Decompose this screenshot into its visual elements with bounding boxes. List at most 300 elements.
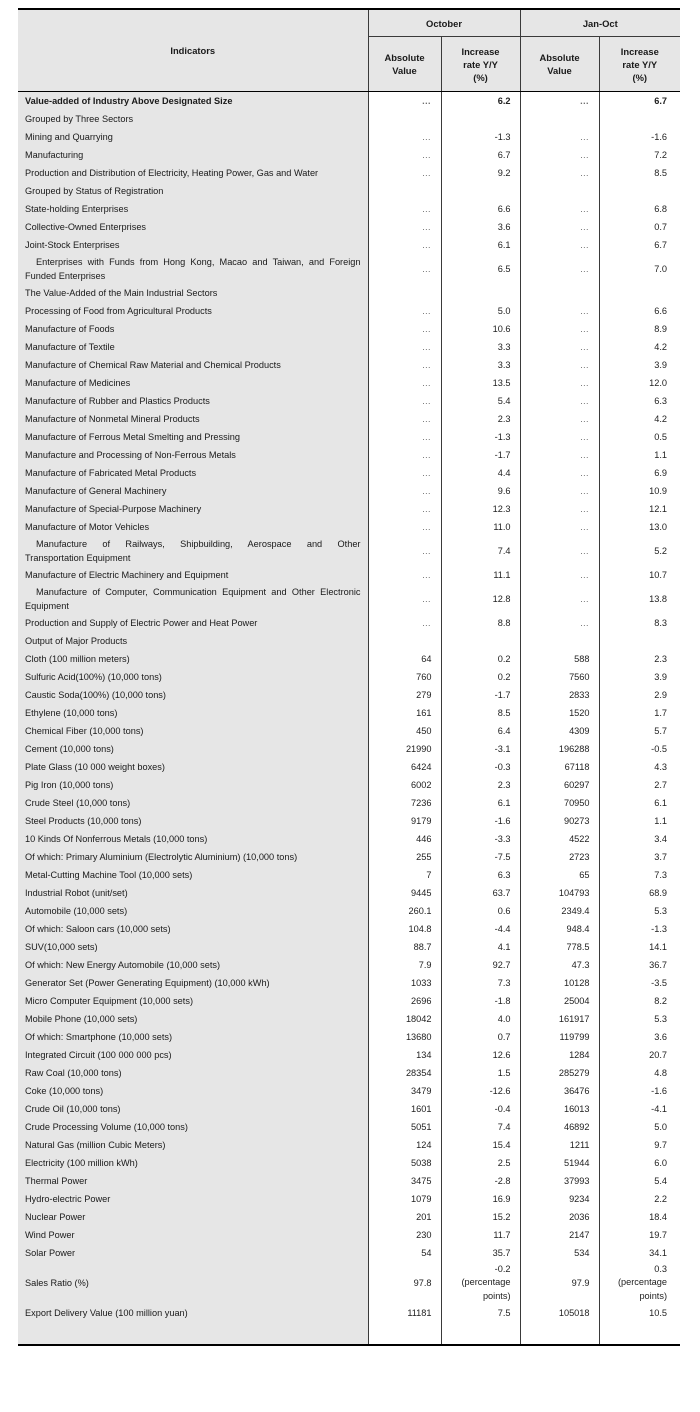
cell-janoct-increase-rate: 14.1	[599, 938, 680, 956]
cell-janoct-increase-rate: 10.9	[599, 482, 680, 500]
cell-janoct-increase-rate: 8.2	[599, 992, 680, 1010]
cell-october-increase-rate: 15.4	[441, 1136, 520, 1154]
cell-janoct-increase-rate: 6.7	[599, 236, 680, 254]
table-row	[18, 848, 680, 866]
table-row	[18, 92, 680, 111]
cell-janoct-absolute-value: 4309	[520, 722, 599, 740]
cell-october-absolute-value: 260.1	[368, 902, 441, 920]
cell-october-absolute-value: …	[368, 146, 441, 164]
header-line-rate-yy: rate Y/Y	[622, 58, 658, 70]
cell-october-absolute-value: 446	[368, 830, 441, 848]
table-row	[18, 992, 680, 1010]
cell-janoct-absolute-value: 534	[520, 1244, 599, 1262]
cell-october-increase-rate: 5.4	[441, 392, 520, 410]
cell-janoct-increase-rate: -1.3	[599, 920, 680, 938]
table-row	[18, 338, 680, 356]
indicator-label-line-2: Equipment	[25, 601, 69, 611]
cell-october-increase-rate: 6.6	[441, 200, 520, 218]
cell-janoct-increase-rate: 6.0	[599, 1154, 680, 1172]
row-indicator-label	[18, 584, 368, 614]
cell-october-increase-rate: -3.3	[441, 830, 520, 848]
row-indicator-label: Sales Ratio (%)	[18, 1262, 368, 1304]
table-row	[18, 794, 680, 812]
cell-janoct-absolute-value: 67118	[520, 758, 599, 776]
cell-janoct-increase-rate: -3.5	[599, 974, 680, 992]
row-indicator-label: Automobile (10,000 sets)	[18, 902, 368, 920]
cell-janoct-absolute-value: …	[520, 128, 599, 146]
cell-janoct-increase-rate: 6.6	[599, 302, 680, 320]
row-indicator-label: Integrated Circuit (100 000 000 pcs)	[18, 1046, 368, 1064]
cell-janoct-absolute-value: 196288	[520, 740, 599, 758]
table-row	[18, 1118, 680, 1136]
row-indicator-label: Micro Computer Equipment (10,000 sets)	[18, 992, 368, 1010]
table-row	[18, 1226, 680, 1244]
cell-october-increase-rate	[441, 110, 520, 128]
cell-janoct-absolute-value: 778.5	[520, 938, 599, 956]
cell-october-increase-rate: 9.6	[441, 482, 520, 500]
cell-october-absolute-value: 7	[368, 866, 441, 884]
cell-october-increase-rate: 1.5	[441, 1064, 520, 1082]
cell-october-increase-rate: 10.6	[441, 320, 520, 338]
row-indicator-label	[18, 536, 368, 566]
cell-janoct-increase-rate: 5.4	[599, 1172, 680, 1190]
table-row	[18, 200, 680, 218]
table-row	[18, 668, 680, 686]
cell-october-absolute-value: 104.8	[368, 920, 441, 938]
row-indicator-label	[18, 254, 368, 284]
table-row	[18, 146, 680, 164]
cell-janoct-increase-rate: 3.7	[599, 848, 680, 866]
row-indicator-label: Cloth (100 million meters)	[18, 650, 368, 668]
table-row	[18, 320, 680, 338]
cell-october-increase-rate: 6.3	[441, 866, 520, 884]
cell-october-absolute-value: 760	[368, 668, 441, 686]
cell-october-absolute-value: 54	[368, 1244, 441, 1262]
cell-october-absolute-value: …	[368, 584, 441, 614]
cell-janoct-absolute-value: 119799	[520, 1028, 599, 1046]
cell-october-absolute-value: …	[368, 302, 441, 320]
cell-janoct-absolute-value: 7560	[520, 668, 599, 686]
indicator-label-line-2: Funded Enterprises	[25, 271, 106, 281]
cell-october-increase-rate: 16.9	[441, 1190, 520, 1208]
cell-janoct-absolute-value: 2147	[520, 1226, 599, 1244]
row-indicator-label: Manufacturing	[18, 146, 368, 164]
header-line-percent: (%)	[632, 71, 648, 83]
row-indicator-label: Value-added of Industry Above Designated Size	[18, 92, 368, 111]
row-indicator-label: Manufacture of Fabricated Metal Products	[18, 464, 368, 482]
row-indicator-label: Manufacture of Chemical Raw Material and Chemical Products	[18, 356, 368, 374]
cell-janoct-increase-rate: -1.6	[599, 128, 680, 146]
cell-janoct-increase-rate: 6.7	[599, 92, 680, 111]
row-indicator-label: Electricity (100 million kWh)	[18, 1154, 368, 1172]
table-row	[18, 686, 680, 704]
cell-janoct-increase-rate: 6.9	[599, 464, 680, 482]
cell-janoct-increase-rate	[599, 110, 680, 128]
table-row	[18, 1154, 680, 1172]
table-row	[18, 956, 680, 974]
cell-janoct-absolute-value: …	[520, 482, 599, 500]
table-row	[18, 1190, 680, 1208]
cell-janoct-increase-rate: 1.7	[599, 704, 680, 722]
cell-october-absolute-value: …	[368, 320, 441, 338]
cell-october-increase-rate: -1.3	[441, 428, 520, 446]
cell-janoct-absolute-value: …	[520, 374, 599, 392]
cell-october-absolute-value: …	[368, 428, 441, 446]
table-row	[18, 410, 680, 428]
row-indicator-label: The Value-Added of the Main Industrial Sectors	[18, 284, 368, 302]
row-indicator-label: Mining and Quarrying	[18, 128, 368, 146]
row-indicator-label: Processing of Food from Agricultural Products	[18, 302, 368, 320]
cell-janoct-increase-rate: 18.4	[599, 1208, 680, 1226]
cell-janoct-increase-rate: 20.7	[599, 1046, 680, 1064]
indicator-label-line-1: Enterprises with Funds from Hong Kong, Macao and Taiwan, and Foreign	[36, 257, 361, 267]
table-row	[18, 884, 680, 902]
table-row	[18, 830, 680, 848]
table-row	[18, 1208, 680, 1226]
cell-janoct-increase-rate: 5.3	[599, 902, 680, 920]
table-row	[18, 758, 680, 776]
table-row	[18, 392, 680, 410]
cell-october-increase-rate: 4.4	[441, 464, 520, 482]
cell-october-increase-rate: 8.5	[441, 704, 520, 722]
cell-janoct-absolute-value: …	[520, 500, 599, 518]
row-indicator-label: Caustic Soda(100%) (10,000 tons)	[18, 686, 368, 704]
cell-october-increase-rate: -4.4	[441, 920, 520, 938]
row-indicator-label: Solar Power	[18, 1244, 368, 1262]
cell-janoct-increase-rate: 3.9	[599, 668, 680, 686]
cell-janoct-absolute-value	[520, 284, 599, 302]
cell-janoct-increase-rate: 68.9	[599, 884, 680, 902]
column-header-indicators: Indicators	[18, 9, 368, 92]
cell-october-absolute-value: 9179	[368, 812, 441, 830]
cell-october-increase-rate	[441, 182, 520, 200]
table-row	[18, 1262, 680, 1304]
table-row	[18, 536, 680, 566]
row-indicator-label: Manufacture of Nonmetal Mineral Products	[18, 410, 368, 428]
cell-janoct-absolute-value: 1284	[520, 1046, 599, 1064]
row-indicator-label: Collective-Owned Enterprises	[18, 218, 368, 236]
table-row	[18, 902, 680, 920]
cell-october-absolute-value: 9445	[368, 884, 441, 902]
cell-janoct-increase-rate: 3.6	[599, 1028, 680, 1046]
row-indicator-label: Grouped by Status of Registration	[18, 182, 368, 200]
cell-october-absolute-value: …	[368, 446, 441, 464]
cell-october-increase-rate: -0.4	[441, 1100, 520, 1118]
cell-janoct-absolute-value: 46892	[520, 1118, 599, 1136]
cell-october-absolute-value: 230	[368, 1226, 441, 1244]
cell-janoct-increase-rate: 2.3	[599, 650, 680, 668]
cell-october-absolute-value: …	[368, 374, 441, 392]
cell-janoct-increase-rate: 12.0	[599, 374, 680, 392]
table-row	[18, 974, 680, 992]
cell-janoct-increase-rate: 3.4	[599, 830, 680, 848]
indicator-label-line-1: Manufacture of Railways, Shipbuilding, Aerospace and Other	[36, 539, 361, 549]
row-indicator-label: Of which: New Energy Automobile (10,000 sets)	[18, 956, 368, 974]
cell-october-absolute-value: 3479	[368, 1082, 441, 1100]
table-row	[18, 1010, 680, 1028]
cell-janoct-increase-rate: -1.6	[599, 1082, 680, 1100]
table-row	[18, 776, 680, 794]
row-indicator-label: Manufacture of Textile	[18, 338, 368, 356]
cell-october-increase-rate: 3.3	[441, 338, 520, 356]
row-indicator-label: Manufacture of Medicines	[18, 374, 368, 392]
cell-october-absolute-value: 5051	[368, 1118, 441, 1136]
row-indicator-label: State-holding Enterprises	[18, 200, 368, 218]
row-indicator-label: Of which: Smartphone (10,000 sets)	[18, 1028, 368, 1046]
cell-october-increase-rate: 5.0	[441, 302, 520, 320]
header-row-groups	[18, 9, 680, 37]
statistics-table-container	[18, 8, 680, 1346]
cell-october-absolute-value: …	[368, 200, 441, 218]
cell-janoct-absolute-value: 9234	[520, 1190, 599, 1208]
cell-janoct-absolute-value: 588	[520, 650, 599, 668]
table-row	[18, 1244, 680, 1262]
header-line-rate-yy: rate Y/Y	[463, 58, 498, 70]
cell-janoct-increase-rate: 9.7	[599, 1136, 680, 1154]
table-row	[18, 1100, 680, 1118]
table-row	[18, 428, 680, 446]
cell-janoct-absolute-value: 70950	[520, 794, 599, 812]
cell-janoct-increase-rate: 2.7	[599, 776, 680, 794]
cell-october-absolute-value: …	[368, 128, 441, 146]
cell-janoct-absolute-value: …	[520, 254, 599, 284]
row-indicator-label: Pig Iron (10,000 tons)	[18, 776, 368, 794]
row-indicator-label: Manufacture of Motor Vehicles	[18, 518, 368, 536]
cell-october-increase-rate: 9.2	[441, 164, 520, 182]
table-row	[18, 1172, 680, 1190]
column-header-janoct-absolute-value	[520, 37, 599, 92]
cell-janoct-increase-rate: 4.2	[599, 338, 680, 356]
cell-janoct-absolute-value: …	[520, 392, 599, 410]
cell-october-absolute-value: 201	[368, 1208, 441, 1226]
cell-janoct-increase-rate: 4.2	[599, 410, 680, 428]
cell-janoct-absolute-value: 285279	[520, 1064, 599, 1082]
cell-janoct-absolute-value: …	[520, 338, 599, 356]
cell-janoct-absolute-value: …	[520, 218, 599, 236]
cell-janoct-absolute-value: 948.4	[520, 920, 599, 938]
cell-janoct-increase-rate: 8.9	[599, 320, 680, 338]
cell-janoct-absolute-value: …	[520, 320, 599, 338]
cell-october-absolute-value: 5038	[368, 1154, 441, 1172]
table-row	[18, 164, 680, 182]
cell-october-increase-rate: -3.1	[441, 740, 520, 758]
cell-october-increase-rate-line-3: points)	[482, 1290, 511, 1301]
cell-october-increase-rate: 12.3	[441, 500, 520, 518]
table-row	[18, 518, 680, 536]
table-row	[18, 1304, 680, 1322]
table-row	[18, 650, 680, 668]
cell-october-absolute-value: 279	[368, 686, 441, 704]
cell-janoct-increase-rate	[599, 632, 680, 650]
cell-october-absolute-value: …	[368, 236, 441, 254]
cell-janoct-absolute-value: …	[520, 584, 599, 614]
table-row	[18, 254, 680, 284]
cell-october-increase-rate: 7.4	[441, 1118, 520, 1136]
indicator-label-line-2: Transportation Equipment	[25, 553, 131, 563]
row-indicator-label: Mobile Phone (10,000 sets)	[18, 1010, 368, 1028]
cell-janoct-increase-rate: 5.0	[599, 1118, 680, 1136]
row-indicator-label: Manufacture of Electric Machinery and Equipment	[18, 566, 368, 584]
cell-october-absolute-value: 1601	[368, 1100, 441, 1118]
cell-october-absolute-value: 97.8	[368, 1262, 441, 1304]
cell-janoct-absolute-value: 65	[520, 866, 599, 884]
cell-october-increase-rate: -12.6	[441, 1082, 520, 1100]
row-indicator-label: Thermal Power	[18, 1172, 368, 1190]
cell-october-increase-rate: 8.8	[441, 614, 520, 632]
cell-janoct-increase-rate: 5.7	[599, 722, 680, 740]
cell-october-absolute-value: 88.7	[368, 938, 441, 956]
cell-janoct-increase-rate	[599, 182, 680, 200]
table-row	[18, 500, 680, 518]
cell-janoct-absolute-value: 1520	[520, 704, 599, 722]
row-indicator-label: Production and Supply of Electric Power and Heat Power	[18, 614, 368, 632]
cell-october-increase-rate	[441, 284, 520, 302]
header-line-increase: Increase	[461, 45, 500, 57]
row-indicator-label: Crude Steel (10,000 tons)	[18, 794, 368, 812]
table-row	[18, 1046, 680, 1064]
table-row	[18, 866, 680, 884]
cell-october-increase-rate: 4.0	[441, 1010, 520, 1028]
column-group-jan-oct: Jan-Oct	[520, 9, 680, 37]
cell-janoct-absolute-value: …	[520, 428, 599, 446]
row-indicator-label: Hydro-electric Power	[18, 1190, 368, 1208]
cell-october-increase-rate: 2.3	[441, 776, 520, 794]
table-row	[18, 1082, 680, 1100]
cell-october-absolute-value: …	[368, 356, 441, 374]
cell-janoct-absolute-value: 36476	[520, 1082, 599, 1100]
row-indicator-label: Raw Coal (10,000 tons)	[18, 1064, 368, 1082]
cell-october-increase-rate: 13.5	[441, 374, 520, 392]
cell-october-increase-rate: 2.3	[441, 410, 520, 428]
row-indicator-label: Manufacture of Ferrous Metal Smelting and Pressing	[18, 428, 368, 446]
row-indicator-label: Generator Set (Power Generating Equipment) (10,000 kWh)	[18, 974, 368, 992]
cell-janoct-absolute-value: 2349.4	[520, 902, 599, 920]
cell-janoct-absolute-value: …	[520, 614, 599, 632]
cell-janoct-absolute-value: 4522	[520, 830, 599, 848]
cell-october-increase-rate: 7.3	[441, 974, 520, 992]
cell-october-increase-rate: 2.5	[441, 1154, 520, 1172]
cell-october-increase-rate: 6.4	[441, 722, 520, 740]
cell-october-absolute-value: 7236	[368, 794, 441, 812]
row-indicator-label: Manufacture of Rubber and Plastics Products	[18, 392, 368, 410]
row-indicator-label: 10 Kinds Of Nonferrous Metals (10,000 tons)	[18, 830, 368, 848]
cell-october-increase-rate: 7.5	[441, 1304, 520, 1322]
cell-october-increase-rate: 0.2	[441, 668, 520, 686]
cell-janoct-increase-rate: 10.7	[599, 566, 680, 584]
cell-october-increase-rate: -0.3	[441, 758, 520, 776]
cell-janoct-increase-rate	[599, 1262, 680, 1304]
cell-janoct-absolute-value: …	[520, 446, 599, 464]
table-row	[18, 584, 680, 614]
cell-janoct-absolute-value: 161917	[520, 1010, 599, 1028]
table-row	[18, 482, 680, 500]
industrial-production-table	[18, 8, 680, 1346]
cell-janoct-absolute-value: 105018	[520, 1304, 599, 1322]
cell-janoct-absolute-value: 10128	[520, 974, 599, 992]
table-row	[18, 740, 680, 758]
cell-october-increase-rate: -1.8	[441, 992, 520, 1010]
cell-janoct-increase-rate: 12.1	[599, 500, 680, 518]
cell-october-increase-rate: 0.2	[441, 650, 520, 668]
cell-october-absolute-value: 3475	[368, 1172, 441, 1190]
cell-janoct-increase-rate: 1.1	[599, 446, 680, 464]
row-indicator-label: Steel Products (10,000 tons)	[18, 812, 368, 830]
header-line-value: Value	[547, 65, 572, 76]
row-indicator-label: Metal-Cutting Machine Tool (10,000 sets)	[18, 866, 368, 884]
row-indicator-label: Manufacture of Foods	[18, 320, 368, 338]
cell-janoct-increase-rate: 4.3	[599, 758, 680, 776]
row-indicator-label: Ethylene (10,000 tons)	[18, 704, 368, 722]
cell-october-increase-rate: 12.8	[441, 584, 520, 614]
footer-spacer-cell	[441, 1322, 520, 1345]
cell-october-increase-rate-line-2: (percentage	[461, 1277, 511, 1288]
row-indicator-label: Production and Distribution of Electricity, Heating Power, Gas and Water	[18, 164, 368, 182]
row-indicator-label: Cement (10,000 tons)	[18, 740, 368, 758]
cell-october-absolute-value: …	[368, 392, 441, 410]
cell-janoct-absolute-value: 60297	[520, 776, 599, 794]
row-indicator-label: Plate Glass (10 000 weight boxes)	[18, 758, 368, 776]
cell-october-increase-rate: 3.3	[441, 356, 520, 374]
cell-october-absolute-value: 64	[368, 650, 441, 668]
cell-janoct-absolute-value: 51944	[520, 1154, 599, 1172]
cell-october-increase-rate: 63.7	[441, 884, 520, 902]
row-indicator-label: Output of Major Products	[18, 632, 368, 650]
cell-october-absolute-value: …	[368, 566, 441, 584]
cell-october-absolute-value: 450	[368, 722, 441, 740]
cell-janoct-absolute-value: …	[520, 356, 599, 374]
cell-janoct-absolute-value: …	[520, 536, 599, 566]
table-row	[18, 938, 680, 956]
cell-janoct-increase-rate: 0.5	[599, 428, 680, 446]
cell-janoct-increase-rate: 2.9	[599, 686, 680, 704]
cell-october-absolute-value: …	[368, 338, 441, 356]
cell-october-absolute-value	[368, 182, 441, 200]
table-row	[18, 1136, 680, 1154]
cell-janoct-absolute-value: 2036	[520, 1208, 599, 1226]
cell-janoct-absolute-value: …	[520, 146, 599, 164]
footer-spacer-cell	[18, 1322, 368, 1345]
cell-october-absolute-value: 13680	[368, 1028, 441, 1046]
cell-janoct-absolute-value: 2833	[520, 686, 599, 704]
cell-october-increase-rate: 6.1	[441, 236, 520, 254]
cell-october-absolute-value: 1079	[368, 1190, 441, 1208]
cell-october-absolute-value: 124	[368, 1136, 441, 1154]
header-line-absolute: Absolute	[384, 52, 425, 63]
row-indicator-label: Industrial Robot (unit/set)	[18, 884, 368, 902]
cell-october-increase-rate: 11.0	[441, 518, 520, 536]
footer-spacer-cell	[599, 1322, 680, 1345]
table-row	[18, 374, 680, 392]
cell-october-increase-rate: -1.7	[441, 686, 520, 704]
table-row	[18, 812, 680, 830]
row-indicator-label: Crude Oil (10,000 tons)	[18, 1100, 368, 1118]
cell-janoct-increase-rate: 8.3	[599, 614, 680, 632]
cell-janoct-increase-rate	[599, 284, 680, 302]
cell-janoct-absolute-value	[520, 632, 599, 650]
cell-janoct-increase-rate: 13.0	[599, 518, 680, 536]
header-line-increase: Increase	[620, 45, 659, 57]
cell-janoct-absolute-value: …	[520, 410, 599, 428]
row-indicator-label: Nuclear Power	[18, 1208, 368, 1226]
cell-janoct-increase-rate: 6.8	[599, 200, 680, 218]
cell-october-increase-rate: 11.1	[441, 566, 520, 584]
cell-october-absolute-value: …	[368, 254, 441, 284]
cell-janoct-absolute-value: …	[520, 464, 599, 482]
table-row	[18, 920, 680, 938]
cell-janoct-increase-rate: 5.2	[599, 536, 680, 566]
table-row	[18, 302, 680, 320]
cell-october-absolute-value: …	[368, 614, 441, 632]
